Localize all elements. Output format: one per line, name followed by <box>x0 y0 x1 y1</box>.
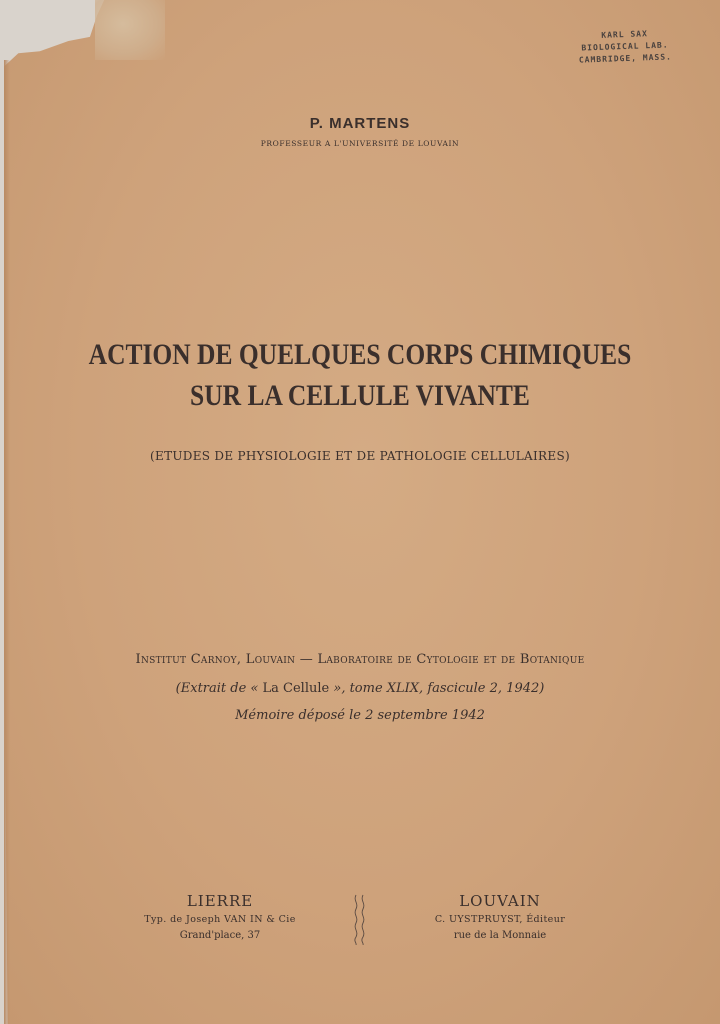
stamp-line-1: KARL SAX <box>601 29 648 40</box>
memoire-date: Mémoire déposé le 2 septembre 1942 <box>235 708 485 723</box>
ornamental-separator <box>352 893 368 945</box>
page-edge-shadow <box>4 60 10 1024</box>
journal-name: La Cellule <box>262 681 330 696</box>
publisher-right-address: rue de la Monnaie <box>453 930 547 941</box>
document-page <box>4 0 720 1024</box>
torn-corner <box>95 0 165 60</box>
publisher-left-printer: Typ. de Joseph VAN IN & Cie <box>144 914 296 925</box>
extract-prefix: (Extrait de « <box>175 681 259 696</box>
publisher-right-city: LOUVAIN <box>459 892 541 910</box>
stamp-line-3: CAMBRIDGE, MASS. <box>578 52 673 65</box>
ownership-stamp <box>554 27 695 68</box>
publisher-left <box>100 890 340 944</box>
author-affiliation: PROFESSEUR A L'UNIVERSITÉ DE LOUVAIN <box>260 139 460 148</box>
publisher-left-address: Grand'place, 37 <box>179 930 261 941</box>
publisher-right-editor: C. UYSTPRUYST, Éditeur <box>434 914 566 925</box>
subtitle: (ETUDES DE PHYSIOLOGIE ET DE PATHOLOGIE CELLULAIRES) <box>150 449 570 463</box>
title-line-1: ACTION DE QUELQUES CORPS CHIMIQUES <box>88 338 632 371</box>
extract-suffix: », tome XLIX, fascicule 2, 1942) <box>333 681 545 696</box>
institution-line: Institut Carnoy, Louvain — Laboratoire de Cytologie et de Botanique <box>135 652 585 667</box>
extract-citation <box>0 681 720 696</box>
publisher-left-city: LIERRE <box>186 892 254 910</box>
title-line-2: SUR LA CELLULE VIVANTE <box>190 379 530 412</box>
author-name: P. MARTENS <box>309 115 411 132</box>
publisher-right <box>380 890 620 944</box>
stamp-line-2: BIOLOGICAL LAB. <box>581 40 669 53</box>
